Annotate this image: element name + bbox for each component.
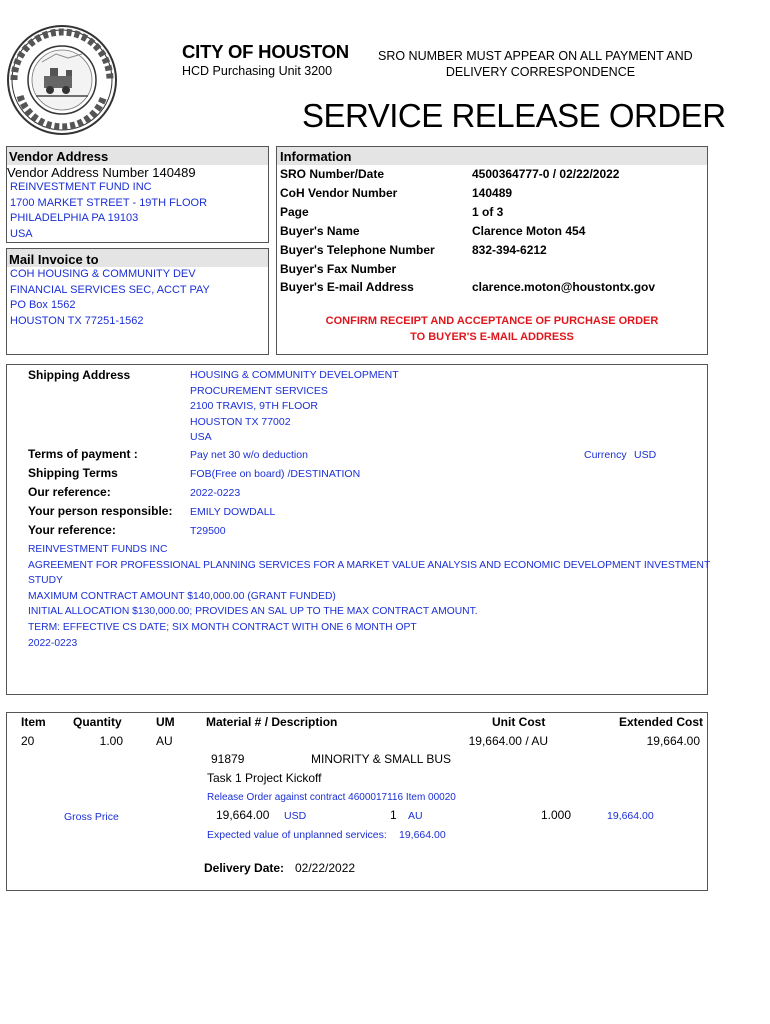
gross-currency: USD <box>284 810 307 822</box>
buyer-fax-label: Buyer's Fax Number <box>280 261 397 276</box>
vendor-number: Vendor Address Number 140489 <box>7 165 196 180</box>
note-line: AGREEMENT FOR PROFESSIONAL PLANNING SERVICES FOR A MARKET VALUE ANALYSIS AND ECONOMIC DEVELOPMENT INVESTMENT <box>28 559 711 571</box>
col-header-um: UM <box>156 715 175 729</box>
sro-number-label: SRO Number/Date <box>280 167 385 181</box>
col-header-unit-cost: Unit Cost <box>492 715 546 729</box>
col-header-extended-cost: Extended Cost <box>618 715 703 729</box>
our-reference-label: Our reference: <box>28 485 111 499</box>
info-values <box>472 165 655 297</box>
gross-amount: 19,664.00 <box>216 808 270 822</box>
note-line: MAXIMUM CONTRACT AMOUNT $140,000.00 (GRANT FUNDED) <box>28 590 336 602</box>
terms-payment-label: Terms of payment : <box>28 447 138 461</box>
buyer-name-label: Buyer's Name <box>280 223 360 238</box>
city-seal-logo <box>6 24 118 136</box>
your-reference-label: Your reference: <box>28 523 116 537</box>
shipping-terms-value: FOB(Free on board) /DESTINATION <box>190 468 361 480</box>
buyer-email-label: Buyer's E-mail Address <box>280 280 414 295</box>
item-number: 20 <box>21 734 35 748</box>
note-line: INITIAL ALLOCATION $130,000.00; PROVIDES AN SAL UP TO THE MAX CONTRACT AMOUNT. <box>28 606 478 618</box>
vendor-address-heading: Vendor Address <box>9 149 109 164</box>
confirm-line: TO BUYER'S E-MAIL ADDRESS <box>410 331 574 343</box>
item-unit-cost: 19,664.00 / AU <box>468 734 548 748</box>
page-value: 1 of 3 <box>472 204 504 219</box>
note-line: TERM: EFFECTIVE CS DATE; SIX MONTH CONTRACT WITH ONE 6 MONTH OPT <box>28 621 417 633</box>
shipping-line: USA <box>190 431 212 443</box>
person-responsible-value: EMILY DOWDALL <box>190 506 276 518</box>
buyer-fax-value <box>472 260 655 279</box>
mail-invoice-heading: Mail Invoice to <box>9 252 99 267</box>
buyer-name-value: Clarence Moton 454 <box>472 223 586 238</box>
sro-number-value: 4500364777-0 / 02/22/2022 <box>472 167 620 181</box>
delivery-date-value: 02/22/2022 <box>295 861 356 875</box>
col-header-material: Material # / Description <box>206 715 338 729</box>
vendor-line: REINVESTMENT FUND INC <box>10 181 152 193</box>
person-responsible-label: Your person responsible: <box>28 504 173 518</box>
shipping-line: PROCUREMENT SERVICES <box>190 384 328 397</box>
vendor-number-label: CoH Vendor Number <box>280 185 398 200</box>
city-name: CITY OF HOUSTON <box>182 41 349 62</box>
col-header-item: Item <box>21 715 46 729</box>
buyer-phone-label: Buyer's Telephone Number <box>280 242 435 257</box>
vendor-line: PHILADELPHIA PA 19103 <box>10 212 139 225</box>
gross-total: 19,664.00 <box>607 810 654 822</box>
mail-line: FINANCIAL SERVICES SEC, ACCT PAY <box>10 283 210 296</box>
shipping-address-lines <box>190 368 399 446</box>
information-heading: Information <box>280 149 352 164</box>
mail-line: PO Box 1562 <box>10 299 76 312</box>
vendor-line: USA <box>10 227 33 240</box>
gross-factor: 1.000 <box>541 808 572 822</box>
expected-value: 19,664.00 <box>399 829 446 841</box>
sro-notice-line1: SRO NUMBER MUST APPEAR ON ALL PAYMENT AND <box>378 49 693 63</box>
mail-invoice-lines <box>10 267 210 329</box>
note-line: REINVESTMENT FUNDS INC <box>28 544 168 555</box>
material-number: 91879 <box>211 752 245 766</box>
sro-notice-line2: DELIVERY CORRESPONDENCE <box>445 65 636 79</box>
vendor-line: 1700 MARKET STREET - 19TH FLOOR <box>10 196 208 209</box>
col-header-quantity: Quantity <box>73 715 122 729</box>
item-quantity: 1.00 <box>99 734 123 748</box>
buyer-phone-value: 832-394-6212 <box>472 242 547 257</box>
shipping-address-label: Shipping Address <box>28 368 131 382</box>
page-label: Page <box>280 204 309 219</box>
confirm-line: CONFIRM RECEIPT AND ACCEPTANCE OF PURCHASE ORDER <box>325 315 659 327</box>
task-description: Task 1 Project Kickoff <box>207 771 322 785</box>
mail-line: HOUSTON TX 77251-1562 <box>10 314 144 327</box>
currency-label: Currency <box>584 449 627 461</box>
info-labels <box>280 165 435 297</box>
buyer-email-value[interactable]: clarence.moton@houstontx.gov <box>472 280 656 295</box>
item-um: AU <box>156 734 173 748</box>
shipping-line: HOUSING & COMMUNITY DEVELOPMENT <box>190 369 399 381</box>
shipping-terms-label: Shipping Terms <box>28 466 118 480</box>
mail-line: COH HOUSING & COMMUNITY DEV <box>10 268 196 280</box>
shipping-line: 2100 TRAVIS, 9TH FLOOR <box>190 400 318 412</box>
your-reference-value: T29500 <box>190 525 226 537</box>
page-title: SERVICE RELEASE ORDER <box>302 97 726 134</box>
delivery-date-label: Delivery Date: <box>204 861 285 875</box>
order-notes <box>28 542 710 651</box>
item-extended-cost: 19,664.00 <box>646 734 700 748</box>
vendor-address-lines <box>10 180 207 242</box>
gross-unit: AU <box>408 810 423 822</box>
vendor-number-value: 140489 <box>472 185 513 200</box>
our-reference-value: 2022-0223 <box>190 487 241 499</box>
shipping-line: HOUSTON TX 77002 <box>190 415 291 428</box>
terms-payment-value: Pay net 30 w/o deduction <box>190 449 308 461</box>
note-line: 2022-0223 <box>28 637 78 649</box>
expected-value-label: Expected value of unplanned services: <box>207 829 387 841</box>
gross-price-label: Gross Price <box>64 811 119 823</box>
note-line: STUDY <box>28 575 63 587</box>
purchasing-unit: HCD Purchasing Unit 3200 <box>182 64 333 78</box>
gross-qty: 1 <box>390 808 397 822</box>
confirm-receipt-notice <box>278 313 706 345</box>
material-description: MINORITY & SMALL BUS <box>311 752 452 766</box>
currency-value: USD <box>634 449 657 461</box>
release-note: Release Order against contract 4600017116 Item 00020 <box>207 792 456 803</box>
